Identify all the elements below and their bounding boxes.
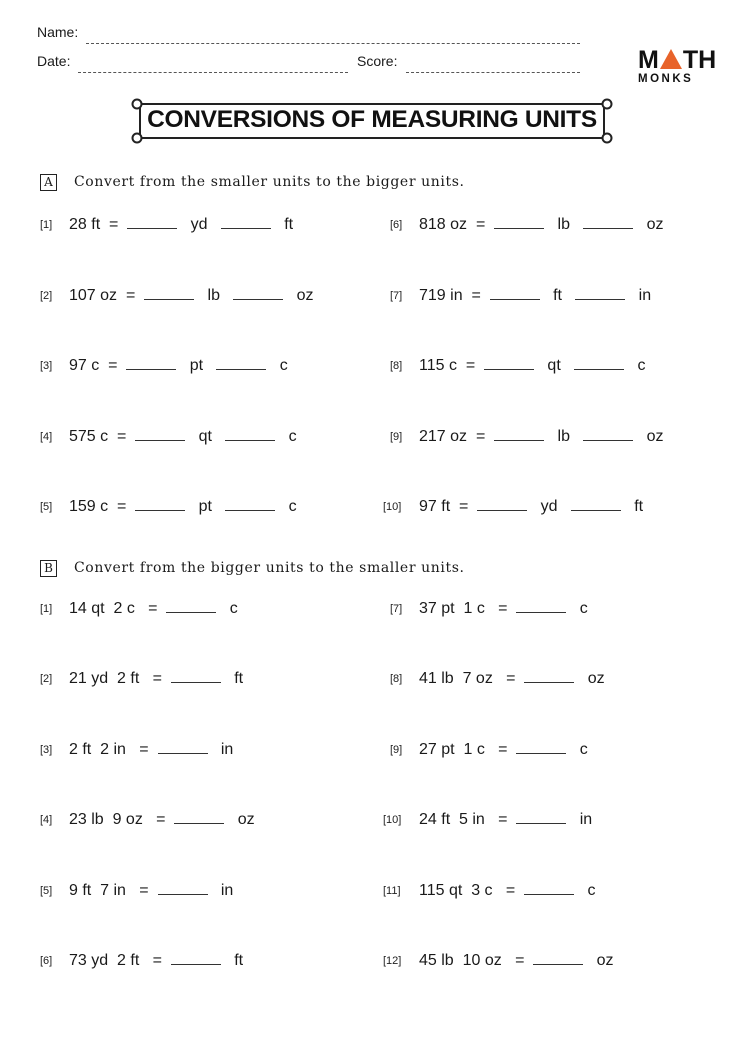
- answer-blank[interactable]: [216, 355, 266, 370]
- problem-quantity: 41 lb 7 oz: [419, 670, 493, 687]
- unit-label: in: [220, 741, 234, 758]
- problem-quantity: 24 ft 5 in: [419, 811, 485, 828]
- unit-label: lb: [207, 287, 220, 304]
- answer-blank[interactable]: [171, 950, 221, 965]
- page-title: CONVERSIONS OF MEASURING UNITS: [147, 106, 597, 133]
- unit-label: pt: [189, 357, 204, 374]
- problem-number: [10]: [383, 501, 402, 513]
- unit-label: c: [587, 882, 596, 899]
- logo-letter-m: M: [638, 46, 659, 74]
- problem-number: [2]: [40, 290, 53, 302]
- answer-blank[interactable]: [158, 880, 208, 895]
- answer-blank[interactable]: [127, 214, 177, 229]
- unit-label: c: [579, 741, 588, 758]
- unit-label: oz: [596, 952, 614, 969]
- problem-quantity: 818 oz: [419, 216, 468, 233]
- logo-subtitle: MONKS: [638, 73, 694, 85]
- answer-blank[interactable]: [524, 880, 574, 895]
- problem-number: [12]: [383, 955, 402, 967]
- score-field[interactable]: [406, 72, 580, 73]
- answer-blank[interactable]: [158, 739, 208, 754]
- answer-blank[interactable]: [171, 668, 221, 683]
- problem-number: [7]: [390, 290, 403, 302]
- answer-blank[interactable]: [490, 285, 540, 300]
- unit-label: c: [279, 357, 288, 374]
- answer-blank[interactable]: [126, 355, 176, 370]
- problem-quantity: 45 lb 10 oz: [419, 952, 502, 969]
- answer-blank[interactable]: [494, 426, 544, 441]
- answer-blank[interactable]: [477, 496, 527, 511]
- problem-number: [9]: [390, 431, 403, 443]
- logo-letters-th: TH: [682, 46, 717, 74]
- answer-blank[interactable]: [135, 426, 185, 441]
- problem-quantity: 107 oz: [69, 287, 118, 304]
- problem-number: [6]: [390, 219, 403, 231]
- answer-blank[interactable]: [225, 426, 275, 441]
- answer-blank[interactable]: [524, 668, 574, 683]
- answer-blank[interactable]: [166, 598, 216, 613]
- unit-label: oz: [237, 811, 255, 828]
- unit-label: in: [220, 882, 234, 899]
- answer-blank[interactable]: [221, 214, 271, 229]
- unit-label: ft: [634, 498, 644, 515]
- unit-label: in: [579, 811, 593, 828]
- answer-blank[interactable]: [174, 809, 224, 824]
- problem-number: [11]: [383, 885, 401, 897]
- problem-quantity: 115 qt 3 c: [419, 882, 493, 899]
- problem-quantity: 9 ft 7 in: [69, 882, 126, 899]
- answer-blank[interactable]: [583, 426, 633, 441]
- answer-blank[interactable]: [583, 214, 633, 229]
- score-label: Score:: [357, 53, 398, 69]
- unit-label: ft: [234, 952, 244, 969]
- unit-label: lb: [557, 428, 570, 445]
- problem-quantity: 23 lb 9 oz: [69, 811, 143, 828]
- unit-label: c: [288, 498, 297, 515]
- unit-label: oz: [296, 287, 314, 304]
- problem-number: [10]: [383, 814, 402, 826]
- unit-label: qt: [198, 428, 212, 445]
- unit-label: in: [638, 287, 652, 304]
- answer-blank[interactable]: [574, 355, 624, 370]
- section-a-instruction: Convert from the smaller units to the bigger units.: [74, 174, 465, 190]
- problem-quantity: 575 c: [69, 428, 109, 445]
- problem-quantity: 73 yd 2 ft: [69, 952, 140, 969]
- unit-label: c: [579, 600, 588, 617]
- problem-number: [1]: [40, 219, 53, 231]
- problem-quantity: 21 yd 2 ft: [69, 670, 140, 687]
- section-a-marker: A: [40, 174, 57, 191]
- unit-label: qt: [547, 357, 561, 374]
- answer-blank[interactable]: [575, 285, 625, 300]
- logo-triangle-icon: [660, 49, 682, 69]
- unit-label: c: [637, 357, 646, 374]
- problem-number: [8]: [390, 673, 403, 685]
- problem-quantity: 28 ft: [69, 216, 101, 233]
- date-field[interactable]: [78, 72, 348, 73]
- unit-label: pt: [198, 498, 212, 515]
- problem-quantity: 159 c: [69, 498, 109, 515]
- problem-number: [4]: [40, 431, 53, 443]
- section-b-marker: B: [40, 560, 57, 577]
- problem-number: [4]: [40, 814, 53, 826]
- unit-label: oz: [646, 428, 664, 445]
- answer-blank[interactable]: [516, 809, 566, 824]
- problem-quantity: 37 pt 1 c: [419, 600, 485, 617]
- unit-label: oz: [587, 670, 605, 687]
- answer-blank[interactable]: [494, 214, 544, 229]
- problem-number: [8]: [390, 360, 403, 372]
- unit-label: c: [229, 600, 238, 617]
- name-label: Name:: [37, 24, 79, 40]
- unit-label: c: [288, 428, 297, 445]
- problem-quantity: 97 c: [69, 357, 100, 374]
- answer-blank[interactable]: [233, 285, 283, 300]
- problem-number: [7]: [390, 603, 403, 615]
- problem-number: [3]: [40, 744, 53, 756]
- unit-label: yd: [540, 498, 558, 515]
- unit-label: ft: [553, 287, 562, 304]
- answer-blank[interactable]: [484, 355, 534, 370]
- problem-number: [3]: [40, 360, 53, 372]
- answer-blank[interactable]: [135, 496, 185, 511]
- problem-number: [5]: [40, 885, 53, 897]
- problem-quantity: 27 pt 1 c: [419, 741, 485, 758]
- unit-label: oz: [646, 216, 664, 233]
- answer-blank[interactable]: [571, 496, 621, 511]
- problem-number: [5]: [40, 501, 53, 513]
- problem-quantity: 14 qt 2 c: [69, 600, 135, 617]
- answer-blank[interactable]: [225, 496, 275, 511]
- section-b-instruction: Convert from the bigger units to the smaller units.: [74, 560, 465, 576]
- problem-quantity: 719 in: [419, 287, 463, 304]
- date-label: Date:: [37, 53, 71, 69]
- problem-quantity: 217 oz: [419, 428, 468, 445]
- problem-quantity: 115 c: [419, 357, 457, 374]
- name-field[interactable]: [86, 43, 580, 44]
- answer-blank[interactable]: [516, 739, 566, 754]
- answer-blank[interactable]: [144, 285, 194, 300]
- problem-number: [2]: [40, 673, 53, 685]
- problem-number: [9]: [390, 744, 403, 756]
- unit-label: lb: [557, 216, 570, 233]
- problem-number: [1]: [40, 603, 53, 615]
- problem-quantity: 2 ft 2 in: [69, 741, 126, 758]
- answer-blank[interactable]: [533, 950, 583, 965]
- problem-quantity: 97 ft: [419, 498, 451, 515]
- unit-label: ft: [234, 670, 244, 687]
- answer-blank[interactable]: [516, 598, 566, 613]
- unit-label: ft: [284, 216, 294, 233]
- unit-label: yd: [190, 216, 208, 233]
- problem-number: [6]: [40, 955, 53, 967]
- logo: [638, 46, 716, 75]
